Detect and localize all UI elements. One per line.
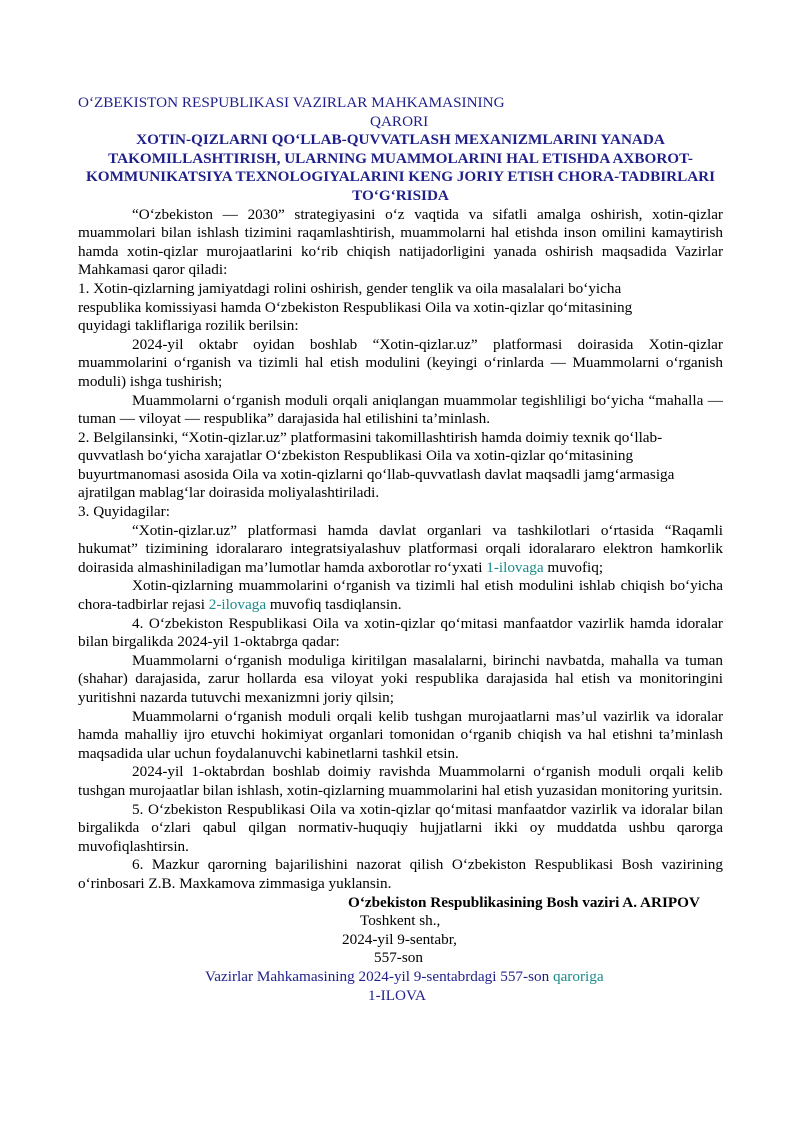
signer-line: O‘zbekiston Respublikasining Bosh vaziri A. ARIPOV	[348, 893, 700, 911]
annex-1-link[interactable]: 1-ilovaga	[486, 558, 544, 576]
clause-4: 4. O‘zbekiston Respublikasi Oila va xotin-qizlar qo‘mitasi manfaatdor vazirlik hamda idoralar bilan birgalikda 2024-yil 1-oktabrga qadar:	[78, 614, 723, 651]
annex-label: 1-ILOVA	[368, 986, 426, 1004]
signature-date: 2024-yil 9-sentabr,	[342, 930, 457, 948]
clause-3a-text: “Xotin-qizlar.uz” platformasi hamda davlat organlari va tashkilotlari o‘rtasida “Raqamli hukumat” tizimining idoralararo integratsiyalashuv platformasi orqali idoralararo elektron hamkorlik doirasida almashiniladigan ma’lumotlar hamda axborotlar ro‘yxati	[78, 521, 723, 576]
doc-type-heading: QARORI	[370, 112, 429, 130]
intro-paragraph: “O‘zbekiston — 2030” strategiyasini o‘z vaqtida va sifatli amalga oshirish, xotin-qizlar muammolari bilan ishlash tizimini raqamlashtirish, muammolarni hal etishda inson omilini kamaytirish hamda xotin-qizlar murojaatlarini ko‘rib chiqish natijadorligini yanada oshirish maqsadida Vazirlar Mahkamasi qaror qiladi:	[78, 205, 723, 279]
clause-4b: Muammolarni o‘rganish moduli orqali kelib tushgan murojaatlarni mas’ul vazirlik va idoralar hamda mahalliy ijro etuvchi hokimiyat organlari tomonidan o‘rganib chiqish va hal etishni ta’minlash maqsadida ular uchun foydalanuvchi kabinetlarni tashkil etsin.	[78, 707, 723, 762]
signature-place: Toshkent sh.,	[360, 912, 441, 930]
decree-link[interactable]: qaroriga	[552, 967, 604, 985]
clause-2: 2. Belgilansinki, “Xotin-qizlar.uz” platformasini takomillashtirish hamda doimiy texnik qo‘llab-quvvatlash bo‘yicha xarajatlar O‘zbekiston Respublikasi Oila va xotin-qizlar qo‘mitasining buyurtmanomasi asosida Oila va xotin-qizlarni qo‘llab-quvvatlash davlat maqsadli jamg‘armasiga ajratilgan mablag‘lar doirasida moliyalashtiriladi.	[78, 428, 675, 502]
clause-3b	[78, 577, 723, 614]
clause-6: 6. Mazkur qarorning bajarilishini nazorat qilish O‘zbekiston Respublikasi Bosh vazirining o‘rinbosari Z.B. Maxkamova zimmasiga yuklansin.	[78, 856, 723, 892]
clause-5: 5. O‘zbekiston Respublikasi Oila va xotin-qizlar qo‘mitasi manfaatdor vazirlik va idoralar bilan birgalikda o‘zlari qabul qilgan normativ-huquqiy hujjatlarni ikki oy muddatda ushbu qarorga muvofiqlashtirsin.	[78, 800, 723, 855]
clause-3b-text: Xotin-qizlarning muammolarini o‘rganish va tizimli hal etish modulini ishlab chiqish bo‘yicha chora-tadbirlar rejasi	[78, 577, 723, 614]
clause-3: 3. Quyidagilar:	[78, 503, 170, 521]
decree-document	[78, 94, 723, 1005]
clause-1a: 2024-yil oktabr oyidan boshlab “Xotin-qizlar.uz” platformasi doirasida Xotin-qizlar muammolarini o‘rganish va tizimli hal etish modulini (keyingi o‘rinlarda — Muammolarni o‘rganish moduli) ishga tushirish;	[78, 335, 723, 390]
clause-3a-tail: muvofiq;	[543, 558, 604, 576]
clause-4c: 2024-yil 1-oktabrdan boshlab doimiy ravishda Muammolarni o‘rganish moduli orqali kelib tushgan murojaatlar bilan ishlash, xotin-qizlarning muammolarini hal etish yuzasidan monitoring yuritsin.	[78, 763, 723, 799]
clause-3b-tail: muvofiq tasdiqlansin.	[266, 596, 402, 614]
clause-1: 1. Xotin-qizlarning jamiyatdagi rolini oshirish, gender tenglik va oila masalalari bo‘yicha respublika komissiyasi hamda O‘zbekiston Respublikasi Oila va xotin-qizlar qo‘mitasining quyidagi takliflariga rozilik berilsin:	[78, 279, 633, 335]
annex-reference	[78, 968, 723, 987]
annex-2-link[interactable]: 2-ilovaga	[208, 596, 267, 614]
issuer-heading: O‘ZBEKISTON RESPUBLIKASI VAZIRLAR MAHKAMASINING	[78, 94, 505, 111]
clause-1b: Muammolarni o‘rganish moduli orqali aniqlangan muammolar tegishliligi bo‘yicha “mahalla — tuman — viloyat — respublika” darajasida hal etilishini ta’minlash.	[78, 391, 723, 428]
annex-reference-text: Vazirlar Mahkamasining 2024-yil 9-sentabrdagi 557-son	[205, 967, 553, 985]
decree-title: XOTIN-QIZLARNI QO‘LLAB-QUVVATLASH MEXANIZMLARINI YANADA TAKOMILLASHTIRISH, ULARNING MUAMMOLARINI HAL ETISHDA AXBOROT-KOMMUNIKATSIYA TEXNOLOGIYALARINI KENG JORIY ETISH CHORA-TADBIRLARI TO‘G‘RISIDA	[85, 131, 716, 204]
signature-number: 557-son	[374, 949, 423, 967]
clause-4a: Muammolarni o‘rganish moduliga kiritilgan masalalarni, birinchi navbatda, mahalla va tuman (shahar) darajasida, zarur hollarda esa viloyat yoki respublika darajasida hal etish va monitoringini yuritishni nazarda tutuvchi mexanizmni joriy qilsin;	[78, 651, 723, 706]
clause-3a	[78, 522, 723, 578]
